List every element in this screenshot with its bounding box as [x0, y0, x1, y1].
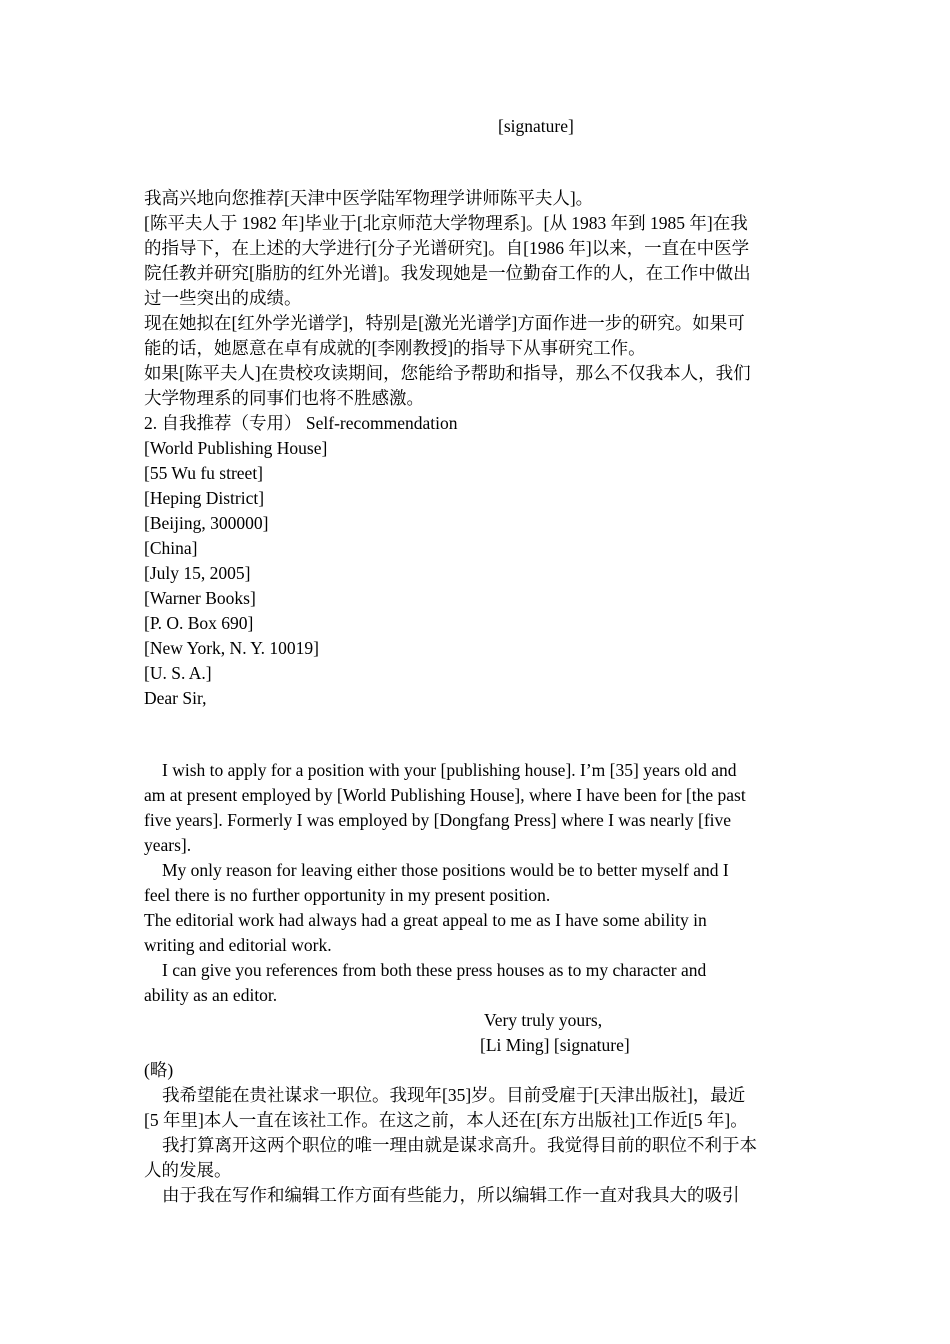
- address-line: [55 Wu fu street]: [144, 463, 264, 483]
- body-en-line: I wish to apply for a position with your [publishing house]. I’m [35] years old and: [162, 760, 737, 780]
- body-en-line: writing and editorial work.: [144, 935, 332, 955]
- letter1-line: 现在她拟在[红外学光谱学]，特别是[激光光谱学]方面作进一步的研究。如果可: [144, 313, 745, 333]
- body-en-line: My only reason for leaving either those positions would be to better myself and I: [162, 860, 729, 880]
- salutation: Dear Sir,: [144, 688, 207, 708]
- address-line: [World Publishing House]: [144, 438, 328, 458]
- address-line: [U. S. A.]: [144, 663, 212, 683]
- section-heading: 2. 自我推荐（专用） Self-recommendation: [144, 413, 458, 433]
- address-line: [P. O. Box 690]: [144, 613, 254, 633]
- letter1-line: 我高兴地向您推荐[天津中医学陆军物理学讲师陈平夫人]。: [144, 188, 594, 208]
- letter1-line: 院任教并研究[脂肪的红外光谱]。我发现她是一位勤奋工作的人，在工作中做出: [144, 263, 751, 283]
- closing: Very truly yours,: [484, 1010, 603, 1030]
- body-cn-line: 人的发展。: [144, 1160, 232, 1180]
- body-en-line: feel there is no further opportunity in my present position.: [144, 885, 551, 905]
- address-line: [Warner Books]: [144, 588, 256, 608]
- body-cn-line: [5 年里]本人一直在该社工作。在这之前，本人还在[东方出版社]工作近[5 年]。: [144, 1110, 748, 1130]
- omitted-note: (略): [144, 1060, 174, 1080]
- body-en-line: five years]. Formerly I was employed by [Dongfang Press] where I was nearly [five: [144, 810, 732, 830]
- letter1-line: 如果[陈平夫人]在贵校攻读期间，您能给予帮助和指导，那么不仅我本人，我们: [144, 363, 751, 383]
- body-en-line: years].: [144, 835, 192, 855]
- signoff: [Li Ming] [signature]: [480, 1035, 630, 1055]
- body-cn-line: 我希望能在贵社谋求一职位。我现年[35]岁。目前受雇于[天津出版社]，最近: [162, 1085, 746, 1105]
- letter1-line: 的指导下，在上述的大学进行[分子光谱研究]。自[1986 年]以来，一直在中医学: [144, 238, 750, 258]
- address-line: [Heping District]: [144, 488, 265, 508]
- header-signature: [signature]: [498, 116, 574, 136]
- address-line: [China]: [144, 538, 198, 558]
- letter1-line: 大学物理系的同事们也将不胜感激。: [144, 388, 424, 408]
- letter1-line: 过一些突出的成绩。: [144, 288, 302, 308]
- body-cn-line: 我打算离开这两个职位的唯一理由就是谋求高升。我觉得目前的职位不利于本: [162, 1135, 757, 1155]
- body-en-line: ability as an editor.: [144, 985, 278, 1005]
- letter1-line: 能的话，她愿意在卓有成就的[李刚教授]的指导下从事研究工作。: [144, 338, 646, 358]
- body-cn-line: 由于我在写作和编辑工作方面有些能力，所以编辑工作一直对我具大的吸引: [162, 1185, 740, 1205]
- address-line: [New York, N. Y. 10019]: [144, 638, 320, 658]
- date-line: [July 15, 2005]: [144, 563, 251, 583]
- body-en-line: am at present employed by [World Publishing House], where I have been for [the past: [144, 785, 746, 805]
- address-line: [Beijing, 300000]: [144, 513, 269, 533]
- body-en-line: The editorial work had always had a great appeal to me as I have some ability in: [144, 910, 707, 930]
- body-en-line: I can give you references from both these press houses as to my character and: [162, 960, 707, 980]
- letter1-line: [陈平夫人于 1982 年]毕业于[北京师范大学物理系]。[从 1983 年到 1985 年]在我: [144, 213, 748, 233]
